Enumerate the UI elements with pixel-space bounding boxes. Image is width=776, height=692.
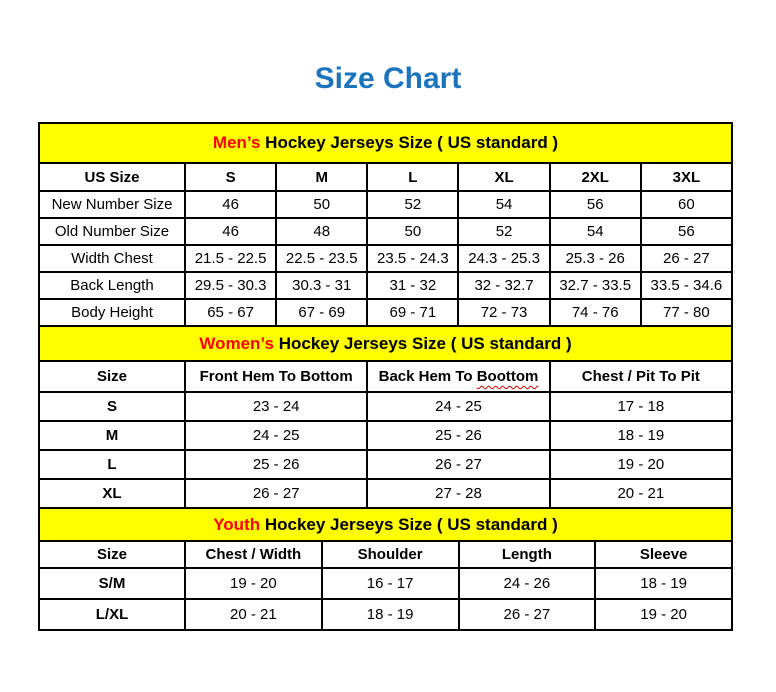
youth-row-label: L/XL: [39, 599, 185, 630]
mens-cell-value: 46: [185, 218, 276, 245]
youth-cell-value: 19 - 20: [595, 599, 732, 630]
womens-column-header: Size: [39, 361, 185, 392]
mens-size-table: [38, 122, 733, 327]
womens-cell-value: 20 - 21: [550, 479, 732, 508]
mens-column-header: L: [367, 163, 458, 191]
womens-row-label: XL: [39, 479, 185, 508]
mens-row-label: Old Number Size: [39, 218, 185, 245]
womens-cell-value: 23 - 24: [185, 392, 367, 421]
womens-table-row: [39, 421, 732, 450]
womens-section-title: [39, 326, 732, 361]
youth-cell-value: 20 - 21: [185, 599, 322, 630]
page-title: Size Chart: [314, 62, 462, 95]
womens-cell-value: 17 - 18: [550, 392, 732, 421]
youth-column-header: Length: [459, 541, 596, 568]
youth-cell-value: 19 - 20: [185, 568, 322, 599]
womens-column-header: Front Hem To Bottom: [185, 361, 367, 392]
womens-table-row: [39, 450, 732, 479]
mens-column-header: 3XL: [641, 163, 732, 191]
mens-band-row: [39, 123, 732, 163]
youth-column-header: Sleeve: [595, 541, 732, 568]
youth-cell-value: 18 - 19: [322, 599, 459, 630]
womens-cell-value: 18 - 19: [550, 421, 732, 450]
mens-cell-value: 32 - 32.7: [458, 272, 549, 299]
mens-cell-value: 60: [641, 191, 732, 218]
womens-cell-value: 24 - 25: [185, 421, 367, 450]
womens-cell-value: 26 - 27: [367, 450, 549, 479]
youth-band-row: [39, 508, 732, 541]
mens-cell-value: 22.5 - 23.5: [276, 245, 367, 272]
youth-cell-value: 16 - 17: [322, 568, 459, 599]
womens-row-label: S: [39, 392, 185, 421]
mens-cell-value: 65 - 67: [185, 299, 276, 326]
youth-size-table: [38, 507, 733, 631]
womens-row-label: L: [39, 450, 185, 479]
mens-row-label: Back Length: [39, 272, 185, 299]
youth-section-title: [39, 508, 732, 541]
womens-column-header: Chest / Pit To Pit: [550, 361, 732, 392]
youth-column-header: Chest / Width: [185, 541, 322, 568]
mens-cell-value: 23.5 - 24.3: [367, 245, 458, 272]
mens-section-title: [39, 123, 732, 163]
size-tables: [38, 122, 733, 631]
womens-row-label: M: [39, 421, 185, 450]
mens-cell-value: 56: [641, 218, 732, 245]
womens-cell-value: 27 - 28: [367, 479, 549, 508]
womens-band-row: [39, 326, 732, 361]
youth-header-row: [39, 541, 732, 568]
mens-cell-value: 26 - 27: [641, 245, 732, 272]
mens-column-header: US Size: [39, 163, 185, 191]
mens-cell-value: 54: [458, 191, 549, 218]
mens-cell-value: 32.7 - 33.5: [550, 272, 641, 299]
youth-column-header: Shoulder: [322, 541, 459, 568]
mens-cell-value: 30.3 - 31: [276, 272, 367, 299]
mens-cell-value: 50: [367, 218, 458, 245]
youth-column-header: Size: [39, 541, 185, 568]
womens-cell-value: 24 - 25: [367, 392, 549, 421]
mens-cell-value: 31 - 32: [367, 272, 458, 299]
mens-column-header: S: [185, 163, 276, 191]
misspelled-word: Boottom: [476, 368, 539, 385]
mens-cell-value: 56: [550, 191, 641, 218]
mens-cell-value: 48: [276, 218, 367, 245]
mens-table-row: [39, 218, 732, 245]
mens-cell-value: 54: [550, 218, 641, 245]
mens-table-row: [39, 245, 732, 272]
womens-cell-value: 25 - 26: [367, 421, 549, 450]
mens-title-rest: Hockey Jerseys Size ( US standard ): [260, 133, 559, 152]
womens-cell-value: 25 - 26: [185, 450, 367, 479]
mens-row-label: Width Chest: [39, 245, 185, 272]
mens-cell-value: 46: [185, 191, 276, 218]
youth-cell-value: 18 - 19: [595, 568, 732, 599]
mens-column-header: M: [276, 163, 367, 191]
mens-cell-value: 21.5 - 22.5: [185, 245, 276, 272]
womens-column-header: [367, 361, 549, 392]
youth-cell-value: 24 - 26: [459, 568, 596, 599]
womens-header-row: [39, 361, 732, 392]
youth-table-row: [39, 568, 732, 599]
womens-title-rest: Hockey Jerseys Size ( US standard ): [273, 333, 572, 353]
mens-title-highlight: Men’s: [212, 133, 261, 152]
mens-cell-value: 52: [458, 218, 549, 245]
mens-cell-value: 25.3 - 26: [550, 245, 641, 272]
mens-column-header: 2XL: [550, 163, 641, 191]
youth-title-rest: Hockey Jerseys Size ( US standard ): [260, 514, 558, 534]
youth-table-row: [39, 599, 732, 630]
mens-cell-value: 67 - 69: [276, 299, 367, 326]
mens-cell-value: 72 - 73: [458, 299, 549, 326]
youth-title-highlight: Youth: [213, 514, 261, 534]
youth-row-label: S/M: [39, 568, 185, 599]
mens-table-row: [39, 191, 732, 218]
mens-cell-value: 77 - 80: [641, 299, 732, 326]
mens-row-label: Body Height: [39, 299, 185, 326]
mens-cell-value: 33.5 - 34.6: [641, 272, 732, 299]
womens-cell-value: 26 - 27: [185, 479, 367, 508]
womens-column-header-text: Back Hem To: [378, 368, 477, 385]
womens-table-row: [39, 479, 732, 508]
mens-cell-value: 29.5 - 30.3: [185, 272, 276, 299]
mens-row-label: New Number Size: [39, 191, 185, 218]
mens-header-row: [39, 163, 732, 191]
mens-cell-value: 69 - 71: [367, 299, 458, 326]
mens-cell-value: 24.3 - 25.3: [458, 245, 549, 272]
mens-cell-value: 74 - 76: [550, 299, 641, 326]
womens-size-table: [38, 325, 733, 509]
womens-table-row: [39, 392, 732, 421]
mens-table-row: [39, 272, 732, 299]
mens-column-header: XL: [458, 163, 549, 191]
mens-cell-value: 52: [367, 191, 458, 218]
womens-title-highlight: Women’s: [199, 333, 274, 353]
womens-cell-value: 19 - 20: [550, 450, 732, 479]
mens-cell-value: 50: [276, 191, 367, 218]
youth-cell-value: 26 - 27: [459, 599, 596, 630]
mens-table-row: [39, 299, 732, 326]
